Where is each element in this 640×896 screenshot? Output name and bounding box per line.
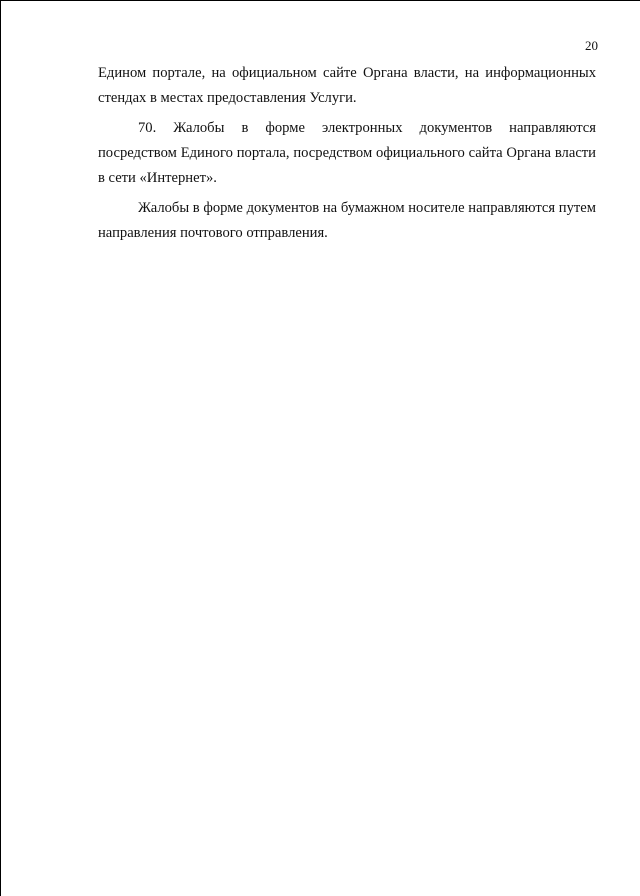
document-body [98,61,596,251]
paragraph-70: 70. Жалобы в форме электронных документов направляются посредством Единого портала, посредством официального сайта Органа власти в сети «Интернет». [98,120,596,186]
page-number: 20 [585,38,598,53]
paragraph-continuation: Едином портале, на официальном сайте Органа власти, на информационных стендах в местах предоставления Услуги. [98,65,596,106]
paragraph-paper-complaints: Жалобы в форме документов на бумажном носителе направляются путем направления почтового отправления. [98,200,596,241]
